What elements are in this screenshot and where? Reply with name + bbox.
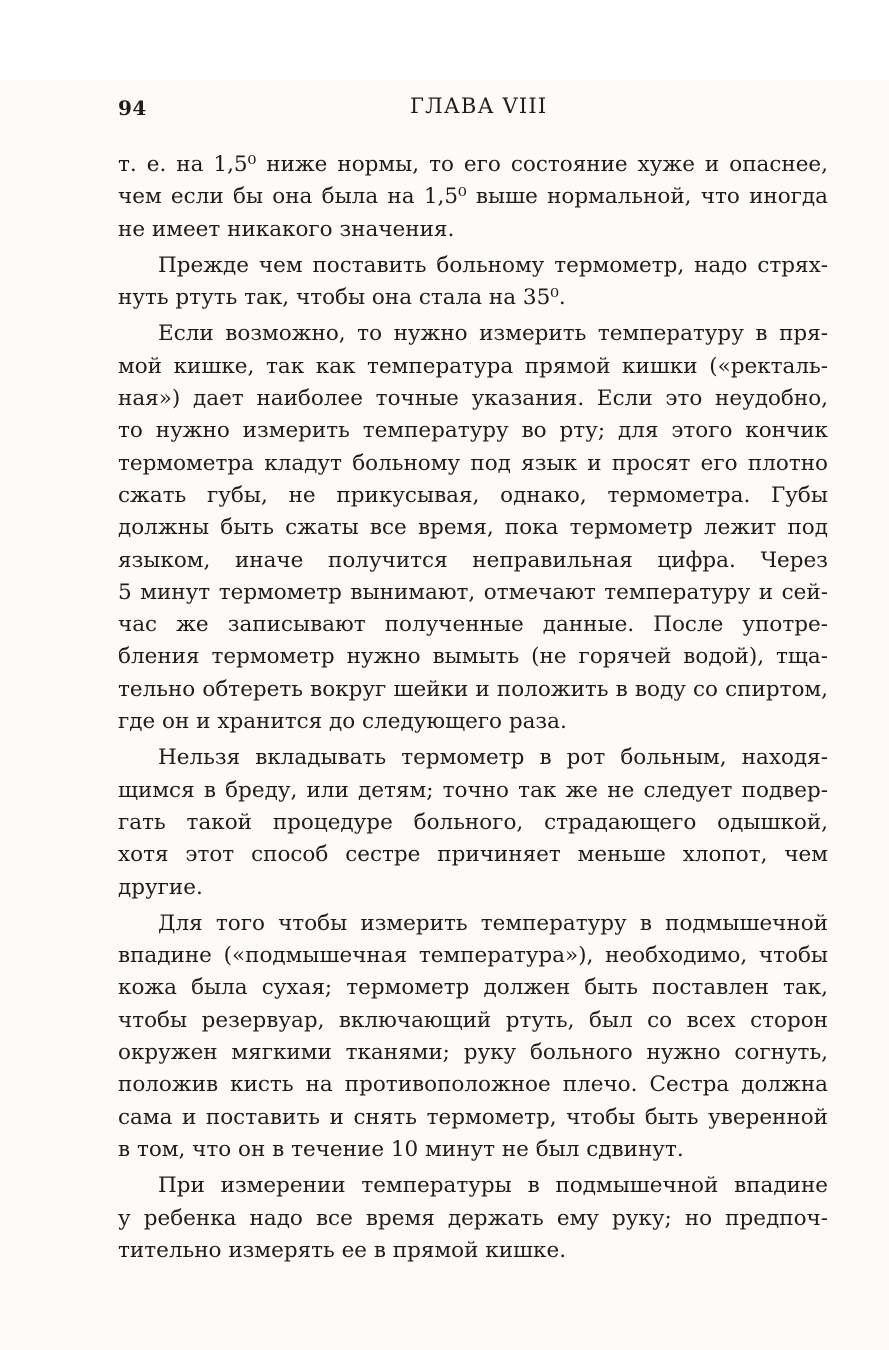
text-line: окружен мягкими тканями; руку больного нужно согнуть,: [118, 1040, 828, 1066]
paragraph: [118, 908, 828, 1166]
text-line: Для того чтобы измерить температуру в подмышечной: [158, 910, 828, 936]
text-line: При измерении температуры в подмышечной впадине: [158, 1173, 828, 1199]
text-line: положив кисть на противоположное плечо. Сестра должна: [118, 1072, 828, 1098]
text-line: чем если бы она была на 1,5⁰ выше нормальной, что иногда: [118, 184, 828, 210]
text-line: чтобы резервуар, включающий ртуть, был со всех сторон: [118, 1007, 828, 1033]
paragraph: [118, 318, 828, 738]
page-number: 94: [118, 96, 147, 120]
body-text: [118, 149, 828, 1267]
chapter-title: ГЛАВА VIII: [410, 94, 548, 118]
text-line: бления термометр нужно вымыть (не горячей водой), тща-: [118, 644, 828, 670]
text-line: в том, что он в течение 10 минут не был сдвинут.: [118, 1136, 684, 1162]
text-line: термометра кладут больному под язык и просят его плотно: [118, 450, 828, 476]
text-line: 5 минут термометр вынимают, отмечают температуру и сей-: [118, 579, 828, 605]
text-line: ная») дает наиболее точные указания. Если это неудобно,: [118, 386, 828, 412]
text-line: языком, иначе получится неправильная цифра. Через: [118, 547, 828, 573]
text-line: сама и поставить и снять термометр, чтобы быть уверенной: [118, 1104, 828, 1130]
text-line: т. е. на 1,5⁰ ниже нормы, то его состояние хуже и опаснее,: [118, 152, 828, 177]
text-line: сжать губы, не прикусывая, однако, термометра. Губы: [118, 482, 828, 508]
text-line: тительно измерять ее в прямой кишке.: [118, 1237, 567, 1263]
text-line: не имеет никакого значения.: [118, 216, 455, 242]
text-line: тельно обтереть вокруг шейки и положить в воду со спиртом,: [118, 676, 828, 702]
text-line: другие.: [118, 874, 203, 900]
text-line: час же записывают полученные данные. После употре-: [118, 612, 828, 638]
text-line: где он и хранится до следующего раза.: [118, 709, 567, 735]
text-line: кожа была сухая; термометр должен быть поставлен так,: [118, 975, 828, 1001]
text-line: хотя этот способ сестре причиняет меньше хлопот, чем: [118, 842, 828, 868]
paragraph: [118, 250, 828, 315]
text-line: Нельзя вкладывать термометр в рот больным, находя-: [158, 745, 828, 771]
text-line: щимся в бреду, или детям; точно так же не следует подвер-: [118, 777, 828, 803]
text-line: впадине («подмышечная температура»), необходимо, чтобы: [118, 943, 828, 969]
text-line: у ребенка надо все время держать ему руку; но предпоч-: [118, 1205, 828, 1231]
paragraph: [118, 149, 828, 246]
text-line: должны быть сжаты все время, пока термометр лежит под: [118, 515, 828, 541]
text-line: Если возможно, то нужно измерить температуру в пря-: [158, 321, 828, 347]
text-line: Прежде чем поставить больному термометр, надо стрях-: [158, 252, 828, 278]
text-line: нуть ртуть так, чтобы она стала на 35⁰.: [118, 285, 566, 311]
page-header: [118, 92, 830, 124]
scan-margin: [0, 0, 889, 80]
text-line: гать такой процедуре больного, страдающего одышкой,: [118, 809, 828, 835]
text-line: мой кишке, так как температура прямой кишки («ректаль-: [118, 353, 828, 379]
text-line: то нужно измерить температуру во рту; для этого кончик: [118, 418, 828, 444]
paragraph: [118, 742, 828, 903]
paragraph: [118, 1170, 828, 1267]
